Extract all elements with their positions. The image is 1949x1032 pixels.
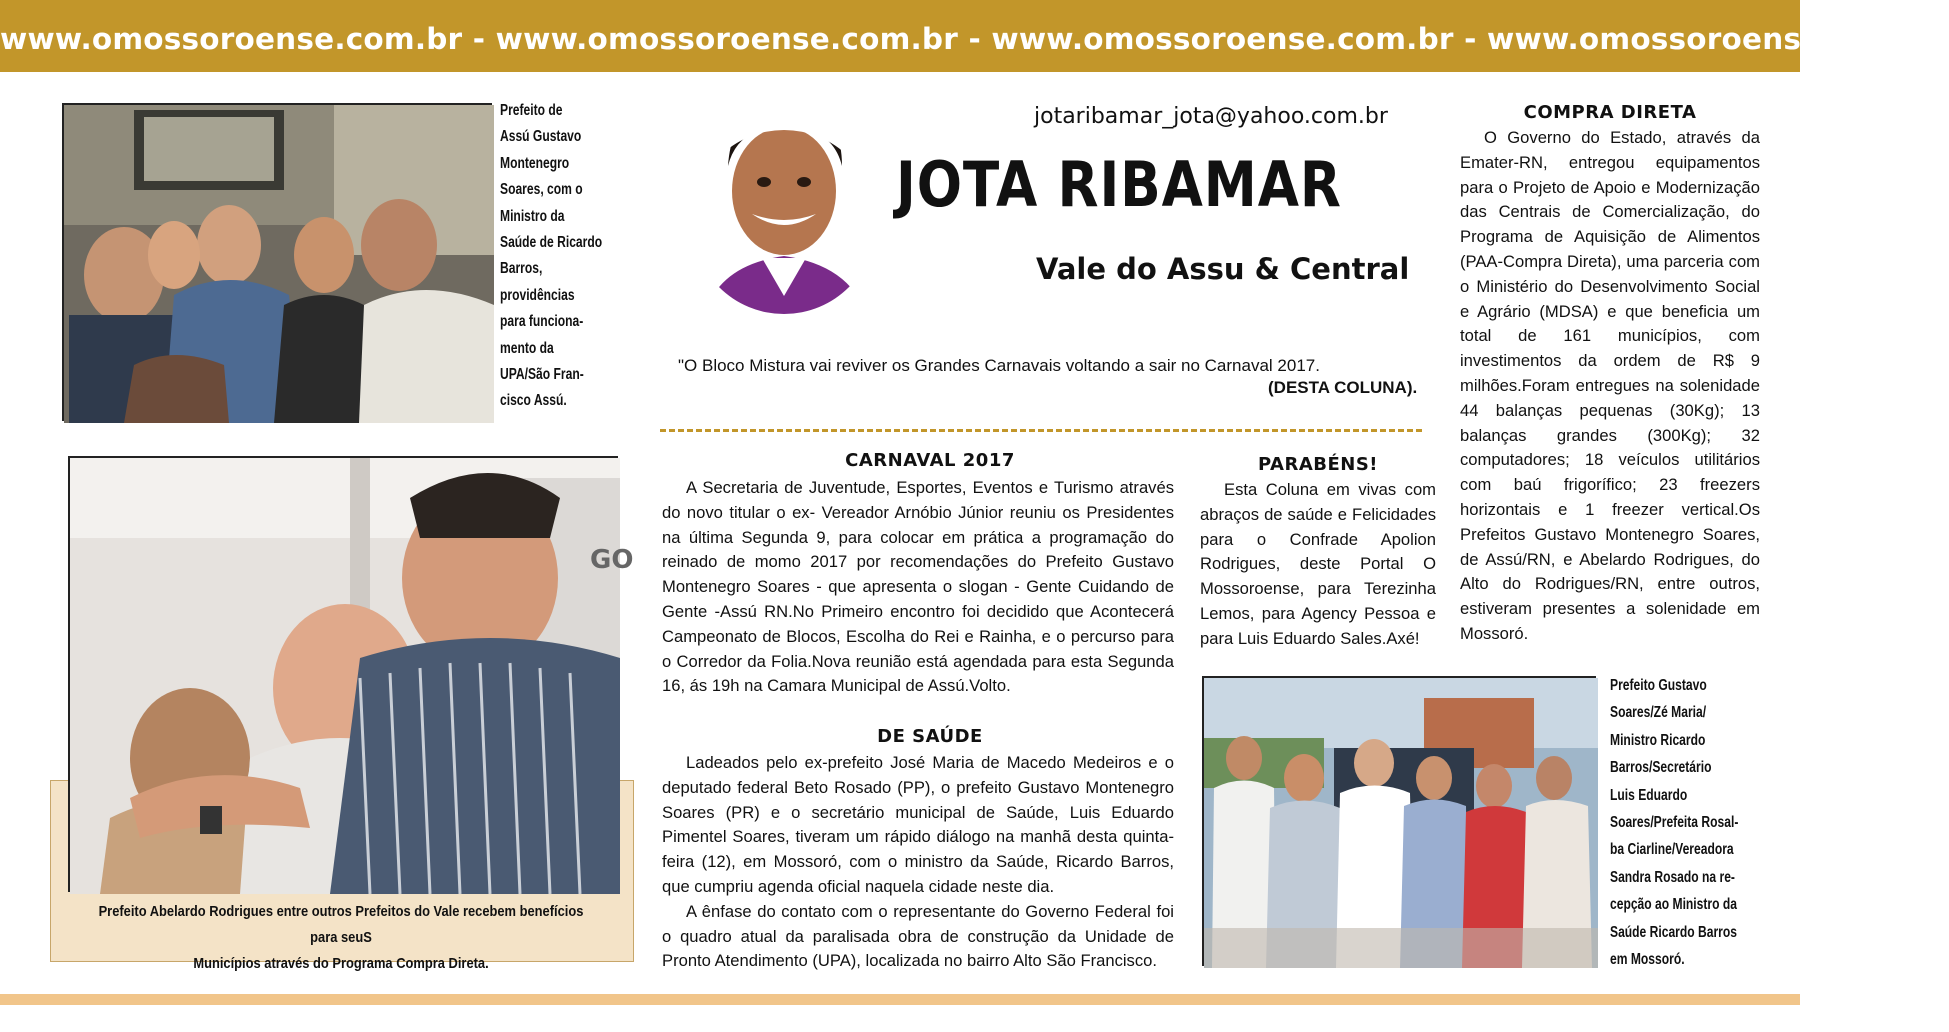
column-subtitle: Vale do Assu & Central [1036,252,1410,286]
caption-line: para funciona- [500,313,584,331]
parabens-heading: PARABÉNS! [1257,454,1378,475]
caption-line: Soares, com o [500,181,583,199]
caption-line: cepção ao Ministro da [1610,896,1737,914]
photo-compra-direta-ceremony [68,456,634,892]
caption-line: Prefeito Abelardo Rodrigues entre outros Prefeitos do Vale recebem benefícios para seuS [98,903,584,946]
bottom-rule [0,994,1800,1005]
caption-line: Barros/Secretário [1610,759,1712,777]
article-paragraph: A Secretaria de Juventude, Esportes, Eventos e Turismo através do novo titular o ex- Vereador Arnóbio Júnior reuniu os Presidentes na última Segunda 9, para colocar em prática a programação do reinado de momo 2017 por recomendações do Prefeito Gustavo Montenegro Soares - que apresenta o slogan - Gente Cuidando de Gente -Assú RN.No Primeiro encontro foi decidido que Acontecerá Campeonato de Blocos, Escolha do Rei e Rainha, e o percurso para o Corredor da Folia.Nova reunião está agendada para esta Segunda 16, ás 19h na Camara Municipal de Assú.Volto. [662,478,1174,696]
saude-heading: DE SAÚDE [877,726,983,747]
dashed-divider [660,429,1422,432]
top-banner [0,0,1949,72]
photo2-caption [97,899,585,977]
saude-article [662,751,1174,974]
caption-line: Prefeito de [500,102,563,119]
caption-line: Prefeito Gustavo [1610,677,1707,694]
article-paragraph: Ladeados pelo ex-prefeito José Maria de Macedo Medeiros e o deputado federal Beto Rosado (PP), o prefeito Gustavo Montenegro Soares (PR) e o secretário municipal de Saúde, Luis Eduardo Pimentel Soares, tiveram um rápido diálogo na manhã desta quinta-feira (12), em Mossoró, com o ministro da Saúde, Ricardo Barros, que cumpriu agenda oficial naquela cidade neste dia. [662,753,1174,896]
compra-article [1460,126,1760,647]
caption-line: Ministro Ricardo [1610,731,1706,749]
article-paragraph: O Governo do Estado, através da Emater-RN, entregou equipamentos para o Projeto de Apoio e Modernização das Centrais de Comercialização, do Programa de Aquisição de Alimentos (PAA-Compra Direta), uma parceria com o Ministério do Desenvolvimento Social e Agrário (MDSA) e que beneficia um total de 161 municípios, com investimentos da ordem de R$ 9 milhões.Foram entregues na solenidade 44 balanças pequenas (30Kg); 13 balanças grandes (300Kg); 32 computadores; 18 veículos utilitários com baú frigorífico; 23 freezers horizontais e 1 freezer vertical.Os Prefeitos Gustavo Montenegro Soares, de Assú/RN, e Abelardo Rodrigues, do Alto do Rodrigues/RN, entre outros, estiveram presentes a solenidade em Mossoró. [1460,128,1760,643]
caption-line: em Mossoró. [1610,951,1685,969]
caption-line: Ministro da [500,207,565,225]
carnaval-heading: CARNAVAL 2017 [845,450,1015,471]
background-sign-text: GO [590,545,634,575]
article-paragraph: A ênfase do contato com o representante do Governo Federal foi o quadro atual da paralisada obra de construção da Unidade de Pronto Atendimento (UPA), localizada no bairro Alto São Francisco. [662,901,1174,971]
caption-line: Soares/Zé Maria/ [1610,704,1707,722]
quote-source: (DESTA COLUNA). [1268,378,1418,397]
photo-minister-reception [1202,676,1596,966]
caption-line: Soares/Prefeita Rosal- [1610,814,1739,832]
caption-line: cisco Assú. [500,392,567,410]
column-title: JOTA RIBAMAR [896,148,1342,221]
article-paragraph: Esta Coluna em vivas com abraços de saúde e Felicidades para o Confrade Apolion Rodrigues, deste Portal O Mossoroense, para Terezinha Lemos, para Agency Pessoa e para Luis Eduardo Sales.Axé! [1200,480,1436,648]
caption-line: providências [500,286,575,304]
caption-line: mento da [500,339,554,357]
photo3-caption [1610,672,1750,973]
columnist-avatar [692,96,876,316]
caption-line: Saúde Ricardo Barros [1610,923,1737,941]
caption-line: UPA/São Fran- [500,366,584,384]
caption-line: Assú Gustavo [500,128,582,146]
parabens-article [1200,478,1436,652]
caption-line: Saúde de Ricardo [500,234,603,252]
banner-url-text: www.omossoroense.com.br - www.omossoroense.com.br - www.omossoroense.com.br - www.omossoroense.com.br [0,22,1949,56]
caption-line: Barros, [500,260,543,278]
photo-meeting-minister [62,103,492,421]
compra-heading: COMPRA DIRETA [1523,102,1697,123]
carnaval-article [662,476,1174,699]
caption-line: Luis Eduardo [1610,786,1688,804]
photo1-caption [500,98,617,415]
caption-line: Sandra Rosado na re- [1610,868,1735,886]
caption-line: ba Ciarline/Vereadora [1610,841,1734,859]
column-quote: "O Bloco Mistura vai reviver os Grandes Carnavais voltando a sair no Carnaval 2017. [678,356,1320,375]
columnist-email: jotaribamar_jota@yahoo.com.br [1034,104,1388,129]
caption-line: Montenegro [500,154,570,172]
caption-line: Municípios através do Programa Compra Direta. [193,955,489,972]
